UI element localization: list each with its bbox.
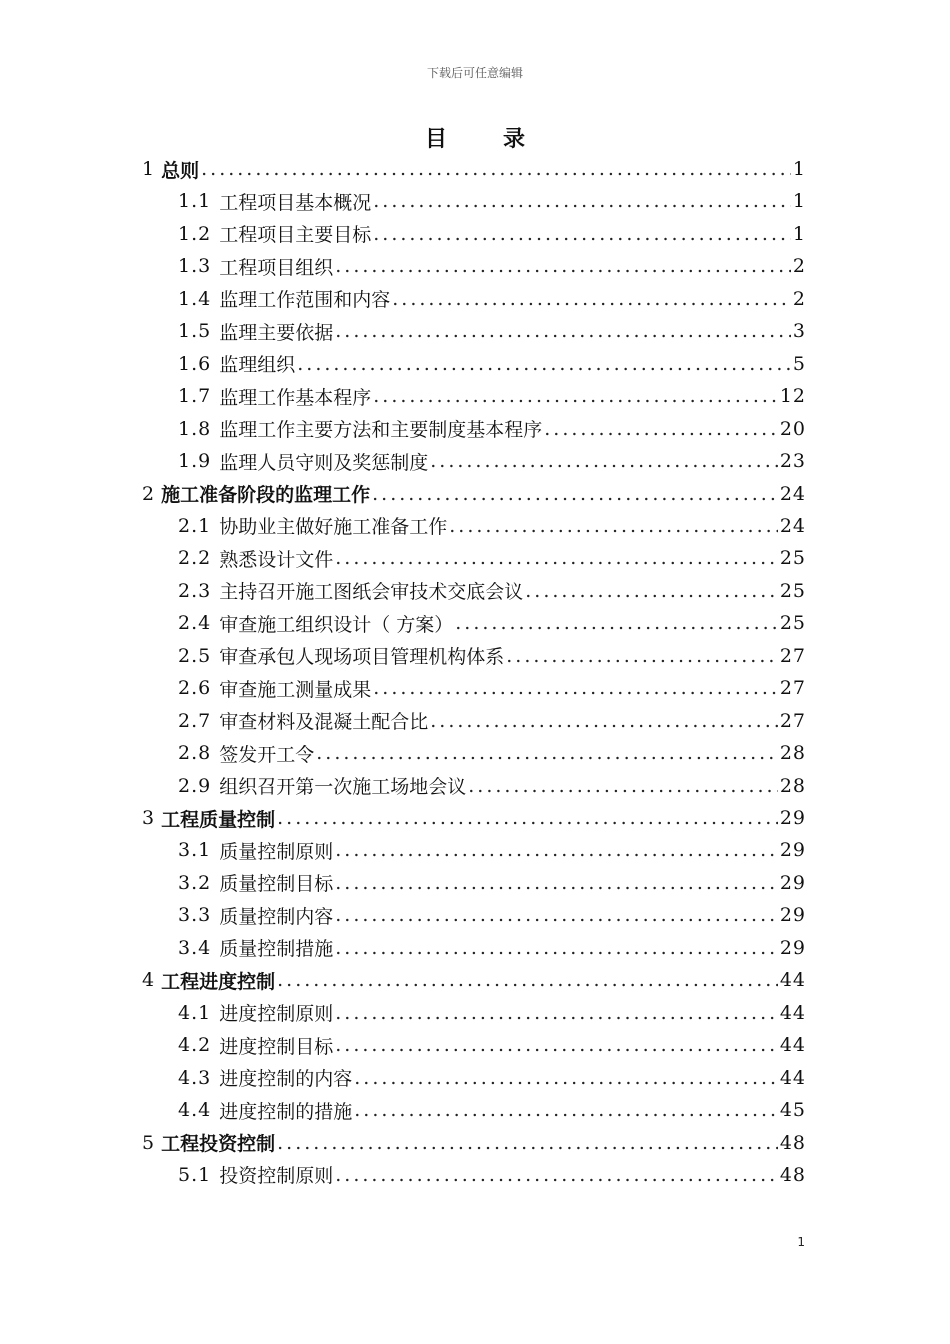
toc-entry-number: 1 bbox=[142, 158, 156, 180]
toc-entry-number: 1.9 bbox=[178, 450, 212, 473]
toc-section-entry[interactable] bbox=[178, 413, 806, 445]
toc-entry-page: 5 bbox=[792, 352, 806, 375]
toc-entry-title: 监理工作范围和内容 bbox=[219, 289, 391, 312]
toc-entry-title: 监理主要依据 bbox=[219, 321, 334, 344]
toc-entry-number: 1.1 bbox=[178, 190, 212, 213]
toc-entry-title: 审查施工测量成果 bbox=[219, 678, 372, 701]
toc-section-entry[interactable] bbox=[178, 218, 806, 250]
toc-leader-dots bbox=[525, 580, 778, 602]
toc-entry-title: 监理工作主要方法和主要制度基本程序 bbox=[219, 419, 543, 442]
toc-entry-title: 监理组织 bbox=[219, 354, 296, 377]
toc-entry-page: 44 bbox=[779, 1001, 806, 1024]
toc-entry-number: 1.4 bbox=[178, 287, 212, 310]
toc-leader-dots bbox=[335, 1034, 778, 1056]
toc-section-entry[interactable] bbox=[178, 1062, 806, 1094]
toc-leader-dots bbox=[316, 742, 778, 764]
toc-entry-number: 2.4 bbox=[178, 612, 212, 635]
toc-entry-page: 20 bbox=[779, 417, 806, 440]
page-number: 1 bbox=[797, 1235, 805, 1249]
toc-section-entry[interactable] bbox=[178, 445, 806, 477]
toc-section-entry[interactable] bbox=[178, 737, 806, 769]
toc-entry-title: 质量控制原则 bbox=[219, 840, 334, 863]
toc-entry-number: 1.2 bbox=[178, 222, 212, 245]
toc-leader-dots bbox=[392, 288, 791, 310]
toc-entry-number: 5.1 bbox=[178, 1163, 212, 1186]
toc-entry-page: 3 bbox=[792, 320, 806, 343]
toc-entry-title: 工程投资控制 bbox=[161, 1133, 276, 1155]
toc-leader-dots bbox=[335, 547, 778, 569]
toc-entry-number: 2.9 bbox=[178, 774, 212, 797]
toc-leader-dots bbox=[335, 255, 791, 277]
toc-leader-dots bbox=[354, 1067, 778, 1089]
toc-leader-dots bbox=[373, 223, 791, 245]
toc-entry-title: 主持召开施工图纸会审技术交底会议 bbox=[219, 581, 524, 604]
toc-section-entry[interactable] bbox=[178, 542, 806, 574]
toc-section-entry[interactable] bbox=[178, 1094, 806, 1126]
toc-entry-title: 审查承包人现场项目管理机构体系 bbox=[219, 646, 505, 669]
toc-leader-dots bbox=[373, 385, 778, 407]
toc-leader-dots bbox=[335, 904, 778, 926]
toc-entry-number: 1.7 bbox=[178, 385, 212, 408]
toc-section-entry[interactable] bbox=[178, 705, 806, 737]
toc-entry-page: 12 bbox=[779, 385, 806, 408]
toc-entry-title: 质量控制内容 bbox=[219, 905, 334, 928]
toc-leader-dots bbox=[430, 710, 778, 732]
toc-entry-page: 44 bbox=[779, 969, 806, 992]
toc-entry-number: 2.5 bbox=[178, 644, 212, 667]
toc-entry-page: 25 bbox=[779, 547, 806, 570]
toc-leader-dots bbox=[335, 937, 778, 959]
toc-chapter-entry[interactable] bbox=[142, 1127, 806, 1159]
toc-chapter-entry[interactable] bbox=[142, 153, 806, 185]
toc-entry-page: 2 bbox=[792, 287, 806, 310]
toc-section-entry[interactable] bbox=[178, 380, 806, 412]
toc-leader-dots bbox=[335, 1164, 778, 1186]
toc-entry-title: 工程项目主要目标 bbox=[219, 224, 372, 247]
toc-entry-page: 28 bbox=[779, 774, 806, 797]
toc-entry-page: 24 bbox=[779, 514, 806, 537]
toc-entry-title: 投资控制原则 bbox=[219, 1165, 334, 1188]
toc-section-entry[interactable] bbox=[178, 348, 806, 380]
toc-entry-title: 监理人员守则及奖惩制度 bbox=[219, 451, 429, 474]
toc-entry-number: 1.5 bbox=[178, 320, 212, 343]
toc-entry-page: 44 bbox=[779, 1034, 806, 1057]
toc-entry-title: 质量控制目标 bbox=[219, 873, 334, 896]
toc-section-entry[interactable] bbox=[178, 315, 806, 347]
toc-entry-number: 2.6 bbox=[178, 677, 212, 700]
toc-leader-dots bbox=[277, 1132, 778, 1154]
toc-entry-title: 进度控制的内容 bbox=[219, 1068, 353, 1091]
toc-section-entry[interactable] bbox=[178, 1159, 806, 1191]
toc-leader-dots bbox=[506, 645, 778, 667]
toc-entry-page: 24 bbox=[779, 482, 806, 505]
toc-section-entry[interactable] bbox=[178, 899, 806, 931]
toc-leader-dots bbox=[373, 677, 778, 699]
toc-chapter-entry[interactable] bbox=[142, 478, 806, 510]
toc-entry-page: 1 bbox=[792, 158, 806, 180]
toc-entry-title: 工程质量控制 bbox=[161, 808, 276, 831]
toc-entry-page: 27 bbox=[779, 644, 806, 667]
toc-entry-title: 协助业主做好施工准备工作 bbox=[219, 516, 448, 539]
toc-leader-dots bbox=[373, 190, 791, 212]
toc-entry-page: 1 bbox=[792, 222, 806, 245]
toc-entry-page: 1 bbox=[792, 190, 806, 213]
toc-entry-number: 1.8 bbox=[178, 417, 212, 440]
toc-entry-number: 1.6 bbox=[178, 352, 212, 375]
toc-entry-title: 工程进度控制 bbox=[161, 970, 276, 993]
toc-entry-page: 23 bbox=[779, 450, 806, 473]
toc-entry-title: 工程项目组织 bbox=[219, 256, 334, 279]
toc-entry-page: 29 bbox=[779, 871, 806, 894]
toc-section-entry[interactable] bbox=[178, 770, 806, 802]
toc-entry-page: 27 bbox=[779, 677, 806, 700]
toc-entry-page: 29 bbox=[779, 904, 806, 927]
toc-section-entry[interactable] bbox=[178, 185, 806, 217]
toc-leader-dots bbox=[277, 969, 778, 991]
toc-entry-page: 2 bbox=[792, 255, 806, 278]
toc-entry-number: 3.1 bbox=[178, 839, 212, 862]
toc-chapter-entry[interactable] bbox=[142, 802, 806, 834]
toc-section-entry[interactable] bbox=[178, 607, 806, 639]
toc-section-entry[interactable] bbox=[178, 1029, 806, 1061]
toc-leader-dots bbox=[335, 872, 778, 894]
toc-entry-title: 进度控制原则 bbox=[219, 1003, 334, 1026]
toc-title: 目录 bbox=[424, 127, 581, 152]
toc-leader-dots bbox=[449, 515, 778, 537]
download-note: 下载后可任意编辑 bbox=[426, 66, 523, 80]
toc-entry-number: 4 bbox=[142, 969, 156, 992]
toc-section-entry[interactable] bbox=[178, 932, 806, 964]
toc-entry-page: 48 bbox=[779, 1163, 806, 1186]
toc-entry-page: 48 bbox=[779, 1131, 806, 1154]
toc-leader-dots bbox=[277, 807, 778, 829]
toc-entry-number: 4.3 bbox=[178, 1066, 212, 1089]
toc-entry-number: 2.2 bbox=[178, 547, 212, 570]
toc-entry-number: 2.1 bbox=[178, 514, 212, 537]
toc-entry-page: 29 bbox=[779, 936, 806, 959]
toc-entry-title: 监理工作基本程序 bbox=[219, 386, 372, 409]
toc-section-entry[interactable] bbox=[178, 640, 806, 672]
toc-entry-page: 29 bbox=[779, 807, 806, 829]
toc-section-entry[interactable] bbox=[178, 575, 806, 607]
toc-entry-number: 4.4 bbox=[178, 1099, 212, 1122]
toc-entry-number: 3.3 bbox=[178, 904, 212, 927]
toc-entry-number: 3 bbox=[142, 807, 156, 829]
toc-leader-dots bbox=[455, 612, 778, 634]
toc-leader-dots bbox=[354, 1099, 778, 1121]
toc-entry-number: 2.3 bbox=[178, 579, 212, 602]
toc-section-entry[interactable] bbox=[178, 250, 806, 282]
toc-entry-title: 施工准备阶段的监理工作 bbox=[161, 484, 371, 506]
toc-leader-dots bbox=[335, 839, 778, 861]
toc-section-entry[interactable] bbox=[178, 510, 806, 542]
toc-entry-number: 1.3 bbox=[178, 255, 212, 278]
toc-entry-title: 审查施工组织设计（ 方案） bbox=[219, 613, 454, 636]
toc-entry-title: 组织召开第一次施工场地会议 bbox=[219, 776, 467, 799]
toc-entry-title: 进度控制目标 bbox=[219, 1035, 334, 1058]
toc-entry-title: 总则 bbox=[161, 159, 200, 182]
toc-entry-number: 2.7 bbox=[178, 709, 212, 732]
toc-entry-number: 4.1 bbox=[178, 1001, 212, 1024]
toc-leader-dots bbox=[372, 483, 778, 505]
toc-entry-number: 2 bbox=[142, 482, 156, 505]
toc-entry-page: 45 bbox=[779, 1099, 806, 1122]
toc-section-entry[interactable] bbox=[178, 997, 806, 1029]
toc-leader-dots bbox=[544, 418, 778, 440]
toc-entry-page: 25 bbox=[779, 612, 806, 635]
toc-entry-title: 审查材料及混凝土配合比 bbox=[219, 711, 429, 734]
toc-section-entry[interactable] bbox=[178, 867, 806, 899]
toc-entry-page: 29 bbox=[779, 839, 806, 862]
toc-leader-dots bbox=[297, 353, 791, 375]
toc-leader-dots bbox=[335, 320, 791, 342]
toc-section-entry[interactable] bbox=[178, 283, 806, 315]
toc-entry-title: 签发开工令 bbox=[219, 743, 315, 766]
toc-entry-title: 熟悉设计文件 bbox=[219, 548, 334, 571]
toc-section-entry[interactable] bbox=[178, 672, 806, 704]
toc-entry-title: 工程项目基本概况 bbox=[219, 191, 372, 214]
toc-entry-page: 27 bbox=[779, 709, 806, 732]
toc-entry-title: 质量控制措施 bbox=[219, 938, 334, 961]
toc-leader-dots bbox=[335, 1002, 778, 1024]
toc-leader-dots bbox=[201, 158, 791, 180]
toc-entry-number: 5 bbox=[142, 1131, 156, 1154]
toc-entry-number: 2.8 bbox=[178, 742, 212, 765]
toc-entry-page: 25 bbox=[779, 579, 806, 602]
toc-leader-dots bbox=[430, 450, 778, 472]
toc-section-entry[interactable] bbox=[178, 834, 806, 866]
toc-chapter-entry[interactable] bbox=[142, 964, 806, 996]
toc-entry-number: 4.2 bbox=[178, 1034, 212, 1057]
toc-entry-page: 44 bbox=[779, 1066, 806, 1089]
toc-entry-number: 3.2 bbox=[178, 871, 212, 894]
toc-entry-title: 进度控制的措施 bbox=[219, 1100, 353, 1123]
toc-leader-dots bbox=[468, 775, 778, 797]
toc-entry-page: 28 bbox=[779, 742, 806, 765]
toc-entry-number: 3.4 bbox=[178, 936, 212, 959]
